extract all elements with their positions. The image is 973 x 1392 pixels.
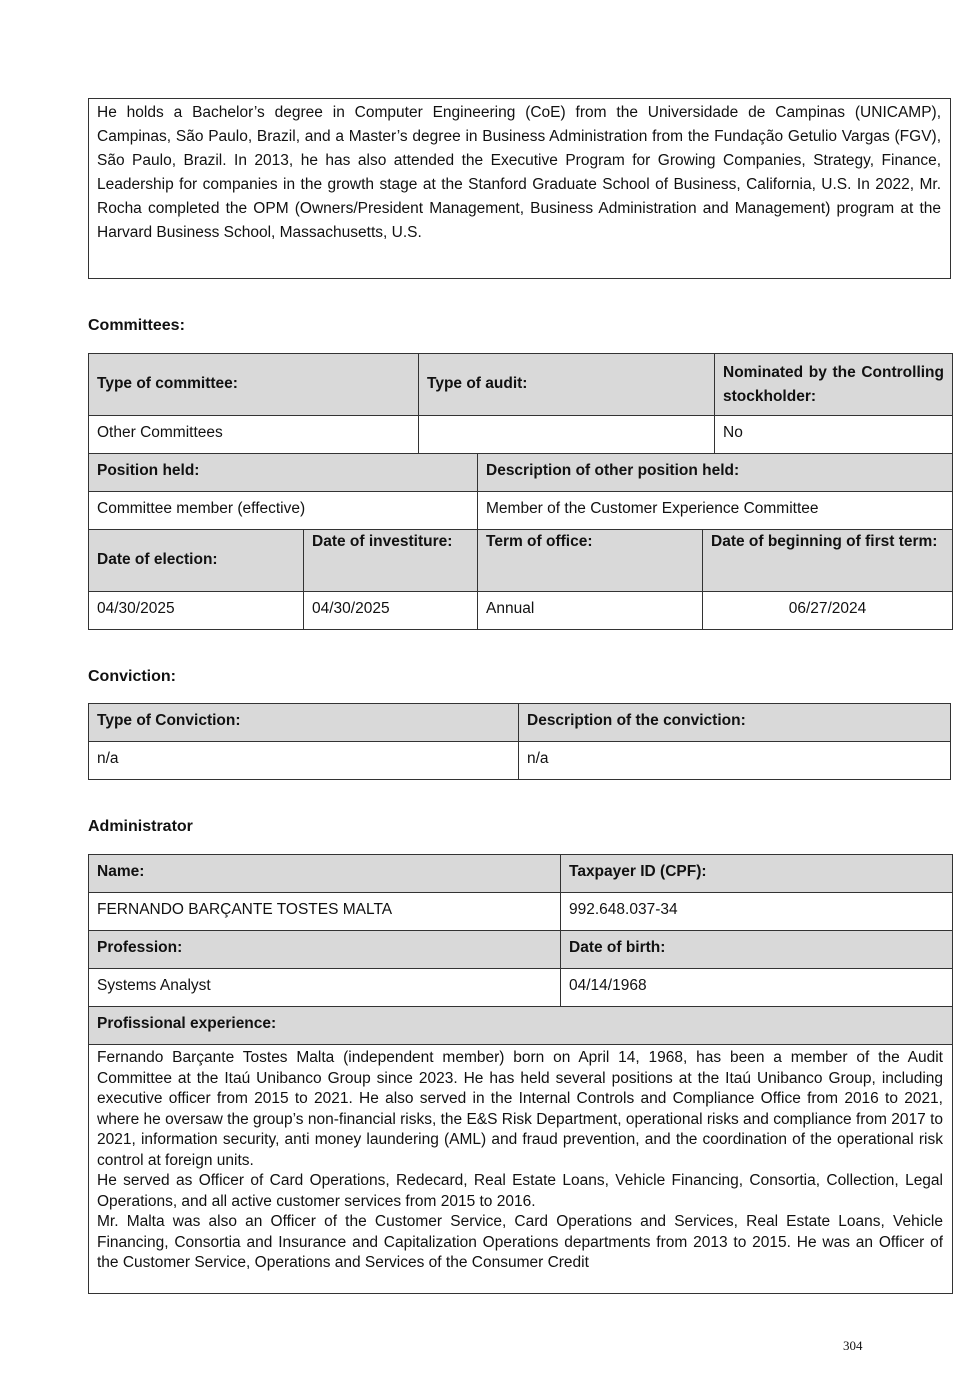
cpf-value: 992.648.037-34	[561, 893, 953, 931]
type-of-audit-label: Type of audit:	[419, 354, 715, 416]
term-label: Term of office:	[478, 530, 703, 592]
conviction-description-value: n/a	[519, 742, 951, 780]
date-election-value: 04/30/2025	[89, 592, 304, 630]
type-of-audit-value	[419, 416, 715, 454]
first-term-label: Date of beginning of first term:	[703, 530, 953, 592]
nominated-label: Nominated by the Controlling stockholder:	[715, 354, 953, 416]
date-investiture-value: 04/30/2025	[304, 592, 478, 630]
conviction-type-label: Type of Conviction:	[89, 704, 519, 742]
conviction-description-label: Description of the conviction:	[519, 704, 951, 742]
conviction-table	[88, 703, 951, 780]
profession-value: Systems Analyst	[89, 969, 561, 1007]
other-position-value: Member of the Customer Experience Committee	[478, 492, 953, 530]
position-held-value: Committee member (effective)	[89, 492, 478, 530]
experience-text	[89, 1045, 953, 1294]
experience-paragraph: He served as Officer of Card Operations, Redecard, Real Estate Loans, Vehicle Financing, Consortia, Collection, Legal Operations, and all active customer services from 2015 to 2016.	[97, 1172, 943, 1210]
nominated-value: No	[715, 416, 953, 454]
position-held-label: Position held:	[89, 454, 478, 492]
date-investiture-label: Date of investiture:	[304, 530, 478, 592]
cpf-label: Taxpayer ID (CPF):	[561, 855, 953, 893]
name-label: Name:	[89, 855, 561, 893]
type-of-committee-label: Type of committee:	[89, 354, 419, 416]
experience-label: Profissional experience:	[89, 1007, 953, 1045]
page-number: 304	[843, 1338, 863, 1353]
other-position-label: Description of other position held:	[478, 454, 953, 492]
date-election-label: Date of election:	[89, 530, 304, 592]
committees-heading: Committees:	[88, 317, 185, 334]
type-of-committee-value: Other Committees	[89, 416, 419, 454]
bio-text: He holds a Bachelor’s degree in Computer Engineering (CoE) from the Universidade de Campinas (UNICAMP), Campinas, São Paulo, Brazil, and a Master’s degree in Business Administration from the Fundação Getulio Vargas (FGV), São Paulo, Brazil. In 2013, he has also attended the Executive Program for Growing Companies, Strategy, Finance, Leadership for companies in the growth stage at the Stanford Graduate School of Business, California, U.S. In 2022, Mr. Rocha completed the OPM (Owners/President Management, Business Administration and Management) program at the Harvard Business School, Massachusetts, U.S.	[97, 104, 941, 241]
administrator-heading: Administrator	[88, 818, 193, 835]
experience-paragraph: Mr. Malta was also an Officer of the Customer Service, Card Operations and Services, Real Estate Loans, Vehicle Financing, Consortia and Insurance and Capitalization Operations departments from 2013 to 2015. He was an Officer of the Customer Service, Operations and Services of the Consumer Credit	[97, 1213, 943, 1271]
dob-value: 04/14/1968	[561, 969, 953, 1007]
name-value: FERNANDO BARÇANTE TOSTES MALTA	[89, 893, 561, 931]
committees-table-1	[88, 353, 953, 454]
previous-member-bio	[88, 98, 951, 279]
administrator-table	[88, 854, 953, 1294]
profession-label: Profession:	[89, 931, 561, 969]
first-term-value: 06/27/2024	[703, 592, 953, 630]
experience-paragraph: Fernando Barçante Tostes Malta (independent member) born on April 14, 1968, has been a member of the Audit Committee at the Itaú Unibanco Group since 2023. He has held several positions at the Itaú Unibanco Group, including executive officer from 2015 to 2021. He also served in the Internal Controls and Compliance Office from 2016 to 2021, where he oversaw the group’s non-financial risks, the E&S Risk Department, operational risks and compliance from 2017 to 2021, information security, anti money laundering (AML) and fraud prevention, and the coordination of the operational risk control at foreign units.	[97, 1049, 943, 1169]
conviction-type-value: n/a	[89, 742, 519, 780]
term-value: Annual	[478, 592, 703, 630]
committees-table-3	[88, 529, 953, 630]
committees-table-2	[88, 453, 953, 530]
conviction-heading: Conviction:	[88, 668, 176, 685]
dob-label: Date of birth:	[561, 931, 953, 969]
